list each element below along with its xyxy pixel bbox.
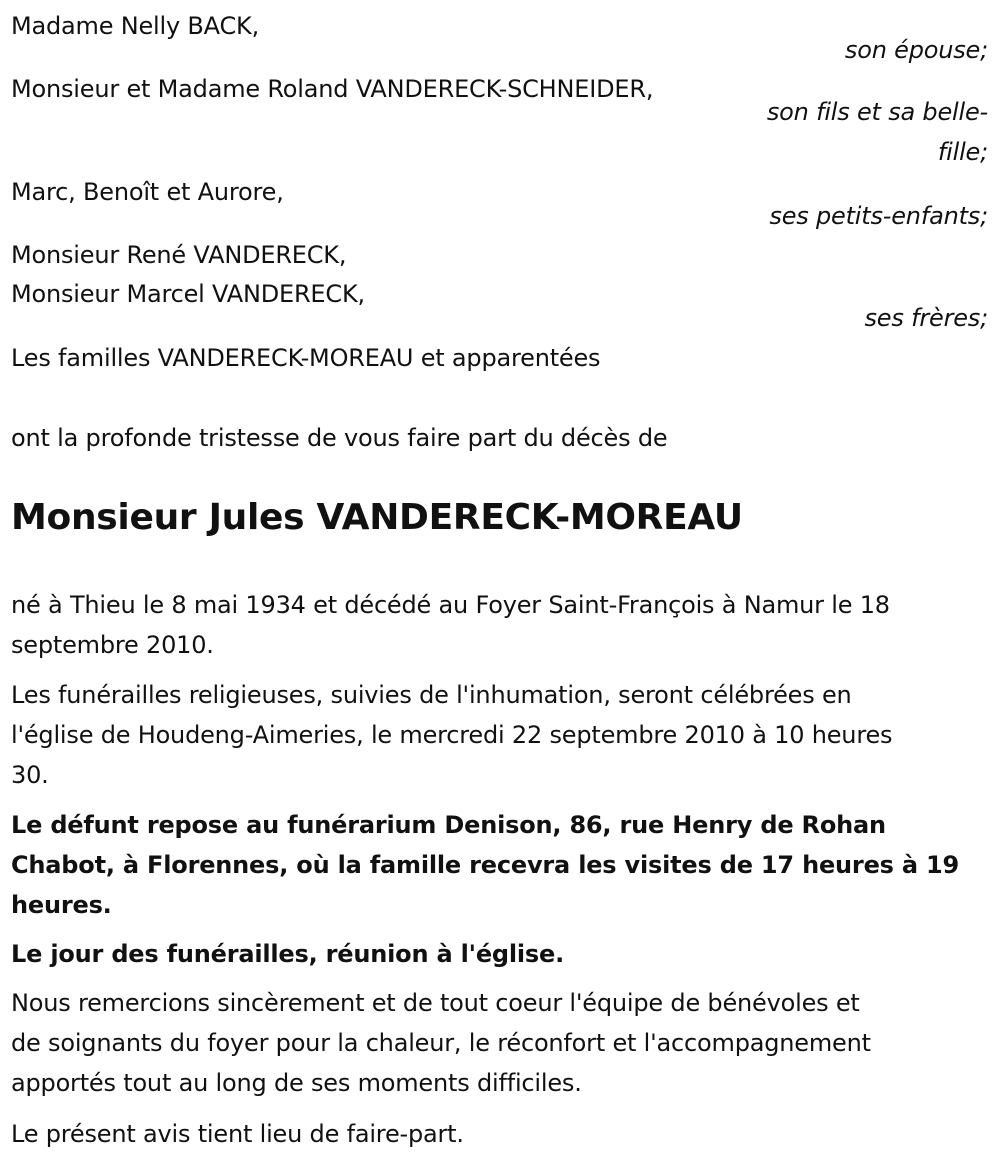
family-member-name: Monsieur René VANDERECK, [11,241,347,269]
birth-death-paragraph [11,585,996,665]
family-relation: son épouse; [844,36,988,64]
paragraph-line: de soignants du foyer pour la chaleur, le réconfort et l'accompagnement [11,1029,871,1057]
closing-paragraph [11,1114,996,1154]
paragraph-line: Le jour des funérailles, réunion à l'église. [11,940,565,968]
funeral-paragraph [11,675,996,795]
family-member-name: Monsieur Marcel VANDERECK, [11,280,365,308]
paragraph-line: septembre 2010. [11,631,214,659]
meeting-paragraph [11,934,996,974]
family-member-name: Marc, Benoît et Aurore, [11,178,284,206]
paragraph-line: apportés tout au long de ses moments difficiles. [11,1069,582,1097]
paragraph-line: Les funérailles religieuses, suivies de l'inhumation, seront célébrées en [11,681,852,709]
announcement-intro: ont la profonde tristesse de vous faire part du décès de [11,424,668,452]
family-member-name: Les familles VANDERECK-MOREAU et apparentées [11,344,601,372]
thanks-paragraph [11,983,996,1103]
paragraph-line: Le défunt repose au funérarium Denison, 86, rue Henry de Rohan [11,811,886,839]
paragraph-line: Le présent avis tient lieu de faire-part. [11,1120,464,1148]
paragraph-line: né à Thieu le 8 mai 1934 et décédé au Foyer Saint-François à Namur le 18 [11,591,890,619]
family-relation: ses petits-enfants; [769,202,988,230]
family-member-name: Monsieur et Madame Roland VANDERECK-SCHNEIDER, [11,75,654,103]
paragraph-line: l'église de Houdeng-Aimeries, le mercredi 22 septembre 2010 à 10 heures [11,721,893,749]
paragraph-line: Chabot, à Florennes, où la famille recevra les visites de 17 heures à 19 [11,851,960,879]
family-relation: fille; [937,138,988,166]
family-relation: ses frères; [864,304,988,332]
family-relation: son fils et sa belle- [766,98,988,126]
family-member-name: Madame Nelly BACK, [11,12,260,40]
paragraph-line: 30. [11,761,49,789]
paragraph-line: heures. [11,891,112,919]
visitation-paragraph [11,805,996,925]
paragraph-line: Nous remercions sincèrement et de tout coeur l'équipe de bénévoles et [11,989,860,1017]
deceased-name: Monsieur Jules VANDERECK-MOREAU [11,497,743,538]
